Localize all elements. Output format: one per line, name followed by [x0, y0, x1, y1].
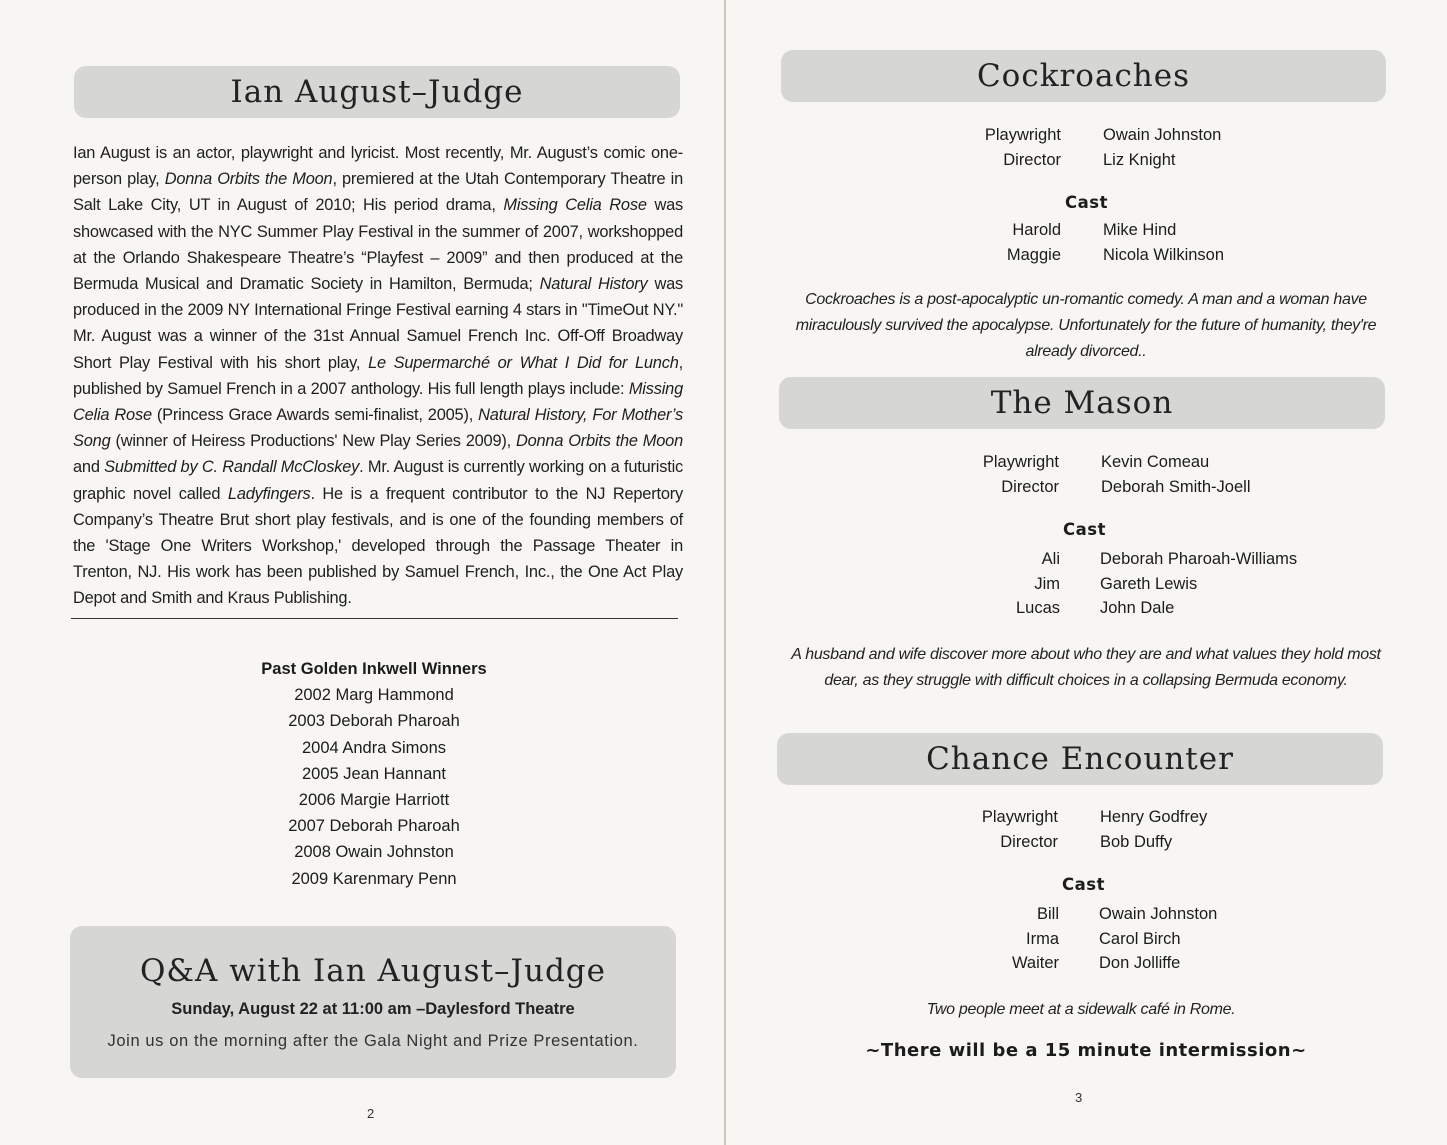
past-winners-heading: Past Golden Inkwell Winners — [261, 660, 487, 678]
cast-name: John Dale — [1100, 599, 1175, 617]
qa-date: Sunday, August 22 at 11:00 am –Daylesford Theatre — [171, 1000, 575, 1018]
cast-heading: Cast — [1065, 193, 1108, 212]
winner-item: 2005 Jean Hannant — [301, 764, 447, 783]
play-title: Cockroaches — [976, 58, 1191, 94]
play-credits — [726, 450, 1447, 499]
bio-text-run: Ian August is an actor, playwright and lyricist. Most recently, Mr. August’s comic one-person play, — [73, 144, 683, 189]
cast-name: Nicola Wilkinson — [1103, 245, 1225, 264]
cast-name: Owain Johnston — [1099, 905, 1218, 923]
cast-name: Gareth Lewis — [1100, 574, 1198, 593]
credit-role: Director — [1003, 150, 1061, 169]
bio-text-run: (winner of Heiress Productions' New Play Series 2009), — [110, 432, 516, 451]
bio-text-run: was showcased with the NYC Summer Play Festival in the summer of 2007, workshopped at the Orlando Shakespeare Theatre’s “Playfest – 2009” and then produced at the Bermuda Musical and Dramatic Society in Hamilton, Bermuda; — [73, 196, 683, 294]
cast-role: Bill — [1036, 905, 1059, 923]
credit-name: Deborah Smith-Joell — [1101, 477, 1251, 496]
winner-item: 2003 Deborah Pharoah — [288, 712, 460, 731]
cast-name: Deborah Pharoah-Williams — [1100, 550, 1298, 568]
qa-banner — [70, 926, 676, 1078]
cast-role: Harold — [1012, 221, 1061, 239]
play-title-banner — [781, 50, 1386, 102]
play-credits — [726, 805, 1447, 854]
bio-title-run: Donna Orbits the Moon — [515, 432, 683, 451]
qa-title: Q&A with Ian August–Judge — [140, 953, 606, 989]
credit-name: Owain Johnston — [1103, 126, 1222, 144]
play-title-banner — [779, 377, 1385, 429]
judge-bio — [73, 140, 683, 612]
past-winners-list — [174, 656, 574, 892]
bio-text-run: (Princess Grace Awards semi-finalist, 2005), — [151, 406, 479, 425]
cast-heading: Cast — [1063, 520, 1106, 539]
play-title: Chance Encounter — [926, 741, 1234, 777]
credit-name: Henry Godfrey — [1100, 808, 1208, 826]
cast-role: Lucas — [1015, 599, 1060, 617]
bio-text-run: , premiered at the Utah Contemporary Theatre in Salt Lake City, UT in August of 2010; His period drama, — [73, 170, 683, 215]
cast-role: Maggie — [1006, 245, 1061, 264]
qa-note: Join us on the morning after the Gala Night and Prize Presentation. — [107, 1032, 639, 1050]
winner-item: 2002 Marg Hammond — [294, 686, 454, 705]
bio-title-run: Missing Celia Rose — [73, 379, 683, 425]
winner-item: 2007 Deborah Pharoah — [288, 817, 460, 836]
winner-item: 2004 Andra Simons — [301, 738, 446, 757]
bio-title-run: Submitted by C. Randall McCloskey — [104, 458, 360, 477]
winner-item: 2009 Karenmary Penn — [291, 869, 457, 888]
judge-title: Ian August–Judge — [230, 74, 524, 110]
play-credits — [726, 123, 1447, 172]
bio-title-run: Le Supermarché or What I Did for Lunch — [368, 353, 679, 372]
credit-name: Bob Duffy — [1100, 832, 1173, 851]
credit-role: Playwright — [982, 453, 1059, 471]
page-number: 3 — [1075, 1090, 1083, 1105]
play-synopsis: A husband and wife discover more about who they are and what values they hold most dear, as they struggle with difficult choices in a collapsing Bermuda economy. — [791, 646, 1381, 689]
bio-text-run: , published by Samuel French in a 2007 anthology. His full length plays include: — [73, 353, 683, 398]
play-cast — [726, 902, 1447, 976]
judge-title-banner — [74, 66, 680, 118]
cast-name: Carol Birch — [1099, 929, 1181, 948]
intermission-note: ~There will be a 15 minute intermission~ — [865, 1040, 1307, 1061]
cast-role: Jim — [1034, 574, 1060, 593]
bio-title-run: Natural History — [539, 275, 648, 294]
credit-role: Playwright — [981, 808, 1058, 826]
bio-title-run: Natural History, For Mother’s Song — [73, 406, 684, 451]
cast-role: Waiter — [1011, 954, 1059, 972]
winner-item: 2006 Margie Harriott — [298, 791, 450, 810]
bio-title-run: Donna Orbits the Moon — [164, 170, 333, 189]
play-title-banner — [777, 733, 1383, 785]
bio-text-run: . He is a frequent contributor to the NJ Repertory Company’s Theatre Brut short play festivals, and is one of the founding members of the 'Stage One Writers Workshop,' developed through the Passage Theater in Trenton, NJ. His work has been published by Samuel French, Inc., the One Act Play Depot and Smith and Kraus Publishing. — [73, 484, 683, 608]
right-page — [726, 0, 1447, 1145]
bio-text-run: was produced in the 2009 NY International Fringe Festival earning 4 stars in "TimeOut NY." Mr. August was a winner of the 31st Annual Samuel French Inc. Off-Off Broadway Short Play Festival with his short play, — [73, 275, 683, 372]
play-title: The Mason — [990, 385, 1174, 421]
winner-item: 2008 Owain Johnston — [294, 843, 454, 862]
bio-text-run: . Mr. August is currently working on a futuristic graphic novel called — [73, 458, 684, 503]
bio-title-run: Missing Celia Rose — [503, 196, 647, 215]
bio-title-run: Ladyfingers — [227, 484, 311, 503]
credit-role: Playwright — [984, 126, 1061, 144]
play-synopsis: Cockroaches is a post-apocalyptic un-romantic comedy. A man and a woman have miraculously survived the apocalypse. Unfortunately for the future of humanity, they're already divorced.. — [795, 291, 1377, 360]
play-cast — [726, 547, 1447, 621]
play-cast — [726, 218, 1447, 267]
cast-heading: Cast — [1062, 875, 1105, 894]
credit-name: Kevin Comeau — [1101, 453, 1210, 471]
cast-name: Don Jolliffe — [1099, 954, 1181, 972]
bio-text-run: and — [73, 458, 105, 477]
cast-role: Ali — [1041, 550, 1060, 568]
page-number: 2 — [367, 1106, 375, 1121]
credit-role: Director — [1001, 477, 1059, 496]
credit-name: Liz Knight — [1103, 150, 1176, 169]
play-synopsis: Two people meet at a sidewalk café in Rome. — [926, 1001, 1236, 1018]
credit-role: Director — [1000, 832, 1058, 851]
section-divider — [71, 618, 678, 619]
cast-name: Mike Hind — [1103, 221, 1177, 239]
cast-role: Irma — [1026, 929, 1059, 948]
